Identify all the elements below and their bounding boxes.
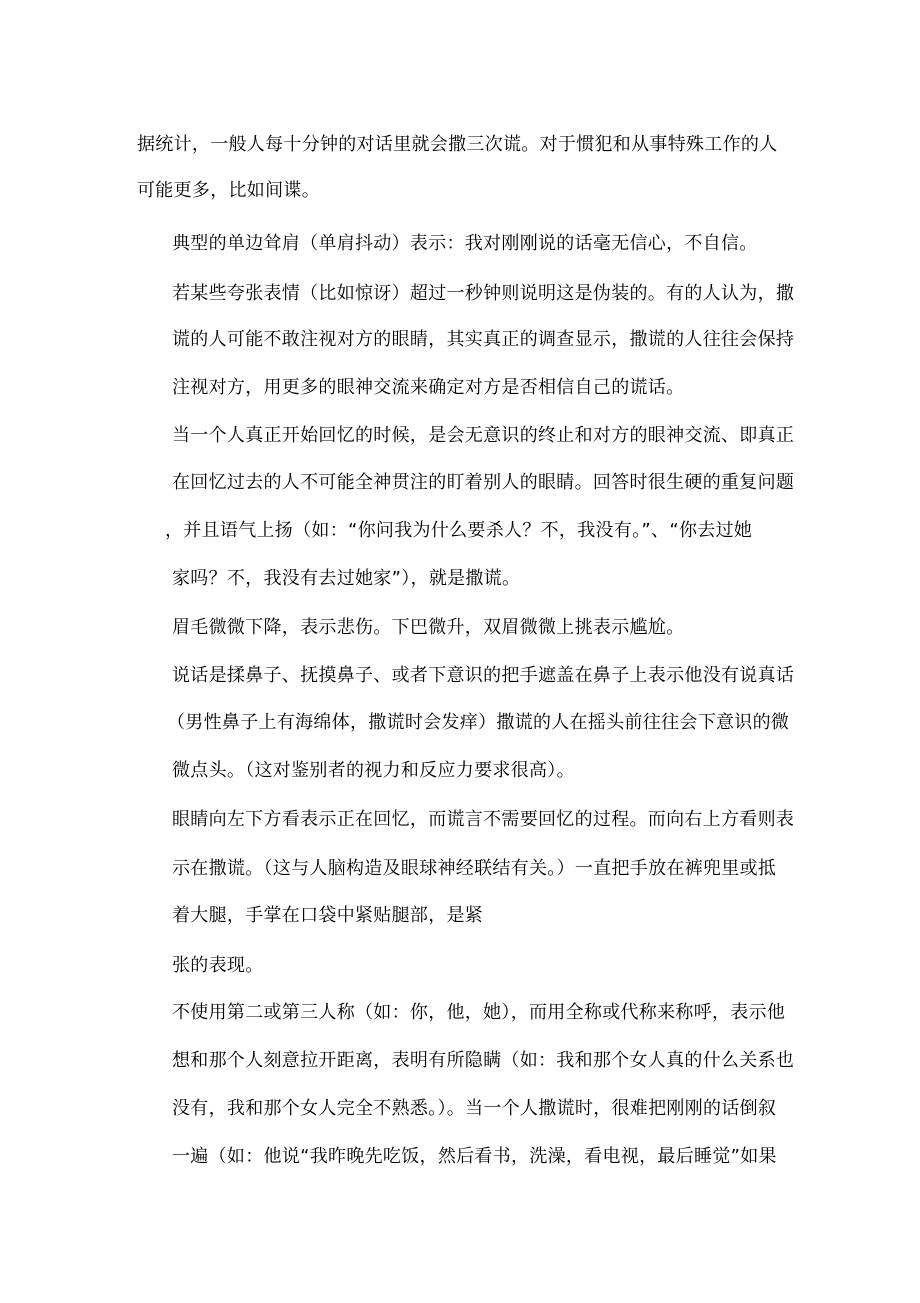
text-line-11: 眉毛微微下降，表示悲伤。下巴微升，双眉微微上挑表示尴尬。 bbox=[172, 617, 685, 638]
text-line-18: 张的表现。 bbox=[172, 955, 264, 976]
text-line-13: （男性鼻子上有海绵体，撒谎时会发痒）撒谎的人在摇头前往往会下意识的微 bbox=[167, 712, 790, 733]
text-line-20: 想和那个人刻意拉开距离，表明有所隐瞒（如：我和那个女人真的什么关系也 bbox=[172, 1050, 795, 1071]
text-line-21: 没有，我和那个女人完全不熟悉。）。当一个人撒谎时，很难把刚刚的话倒叙 bbox=[172, 1098, 777, 1119]
text-line-22: 一遍（如：他说“我昨晚先吃饭，然后看书，洗澡，看电视，最后睡觉”如果 bbox=[172, 1146, 777, 1167]
text-line-15: 眼睛向左下方看表示正在回忆，而谎言不需要回忆的过程。而向右上方看则表 bbox=[172, 809, 795, 830]
text-line-7: 当一个人真正开始回忆的时候，是会无意识的终止和对方的眼神交流、即真正 bbox=[172, 425, 795, 446]
text-line-19: 不使用第二或第三人称（如：你，他，她），而用全称或代称来称呼，表示他 bbox=[172, 1002, 786, 1023]
text-line-4: 若某些夸张表情（比如惊讶）超过一秒钟则说明这是伪装的。有的人认为，撒 bbox=[172, 283, 795, 304]
text-line-3: 典型的单边耸肩（单肩抖动）表示：我对刚刚说的话毫无信心，不自信。 bbox=[172, 233, 758, 254]
text-line-12: 说话是揉鼻子、抚摸鼻子、或者下意识的把手遮盖在鼻子上表示他没有说真话 bbox=[172, 665, 795, 686]
text-line-9: ，并且语气上扬（如：“你问我为什么要杀人？不，我没有。”、“你去过她 bbox=[165, 520, 753, 541]
text-line-17: 着大腿，手掌在口袋中紧贴腿部，是紧 bbox=[172, 905, 484, 926]
text-line-8: 在回忆过去的人不可能全神贯注的盯着别人的眼睛。回答时很生硬的重复问题 bbox=[172, 472, 795, 493]
text-line-10: 家吗？不，我没有去过她家”），就是撒谎。 bbox=[172, 568, 521, 589]
text-line-5: 谎的人可能不敢注视对方的眼睛，其实真正的调查显示，撒谎的人往往会保持 bbox=[172, 329, 795, 350]
text-line-1: 据统计，一般人每十分钟的对话里就会撒三次谎。对于惯犯和从事特殊工作的人 bbox=[137, 134, 778, 155]
text-line-16: 示在撒谎。（这与人脑构造及眼球神经联结有关。）一直把手放在裤兜里或抵 bbox=[172, 858, 777, 879]
text-line-6: 注视对方，用更多的眼神交流来确定对方是否相信自己的谎话。 bbox=[172, 377, 685, 398]
text-line-14: 微点头。（这对鉴别者的视力和反应力要求很高）。 bbox=[172, 760, 575, 781]
text-line-2: 可能更多，比如间谍。 bbox=[137, 180, 320, 201]
